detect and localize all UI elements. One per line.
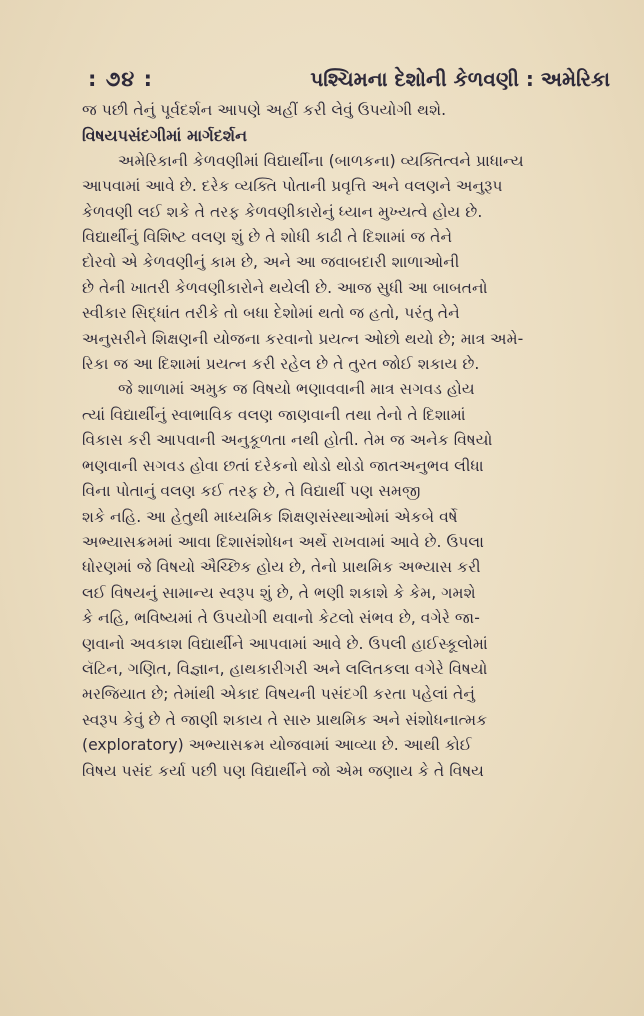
text-line: સ્વરૂપ કેવું છે તે જાણી શકાય તે સારુ પ્રાથમિક અને સંશોધનાત્મક xyxy=(82,710,488,729)
text-line: ધોરણમાં જે વિષયો ઐચ્છિક હોય છે, તેનો પ્રાથમિક અભ્યાસ કરી xyxy=(82,558,481,577)
text-line: અનુસરીને શિક્ષણની યોજના કરવાનો પ્રયત્ન ઓછો થયો છે; માત્ર અમે- xyxy=(82,329,524,348)
text-line: (exploratory) અભ્યાસક્રમ યોજવામાં આવ્યા છે. આથી કોઈ xyxy=(82,736,472,755)
page-header xyxy=(88,62,610,96)
text-line: રિકા જ આ દિશામાં પ્રયત્ન કરી રહેલ છે તે તુરત જોઈ શકાય છે. xyxy=(82,355,480,374)
text-line: અમેરિકાની કેળવણીમાં વિદ્યાર્થીના (બાળકના) વ્યક્તિત્વને પ્રાધાન્ય xyxy=(118,151,524,170)
text-line: વિકાસ કરી આપવાની અનુકૂળતા નથી હોતી. તેમ જ અનેક વિષયો xyxy=(82,431,493,450)
text-line: આપવામાં આવે છે. દરેક વ્યક્તિ પોતાની પ્રવૃત્તિ અને વલણને અનુરૂપ xyxy=(82,177,503,196)
text-line: અભ્યાસક્રમમાં આવા દિશાસંશોધન અર્થે રાખવામાં આવે છે. ઉપલા xyxy=(82,532,484,551)
text-line: મરજિયાત છે; તેમાંથી એકાદ વિષયની પસંદગી કરતા પહેલાં તેનું xyxy=(82,685,475,704)
text-line: વિષય પસંદ કર્યા પછી પણ વિદ્યાર્થીને જો એમ જણાય કે તે વિષય xyxy=(82,761,484,780)
text-line: વિદ્યાર્થીનું વિશિષ્ટ વલણ શું છે તે શોધી કાઢી તે દિશામાં જ તેને xyxy=(82,228,453,247)
paragraph-2 xyxy=(82,377,612,784)
text-line: જે શાળામાં અમુક જ વિષયો ભણાવવાની માત્ર સગવડ હોય xyxy=(118,380,475,399)
text-line: છે તેની ખાતરી કેળવણીકારોને થયેલી છે. આજ સુધી આ બાબતનો xyxy=(82,278,488,297)
lead-line: જ પછી તેનું પૂર્વદર્શન આપણે અહીં કરી લેવું ઉપયોગી થશે. xyxy=(82,101,447,119)
page-number: : ૭૪ : xyxy=(88,66,154,91)
running-title: પશ્ચિમના દેશોની કેળવણી : અમેરિકા xyxy=(310,67,610,91)
text-line: દોરવો એ કેળવણીનું કામ છે, અને આ જવાબદારી શાળાઓની xyxy=(82,253,460,272)
paragraph-1 xyxy=(82,149,612,378)
text-line: ણવાનો અવકાશ વિદ્યાર્થીને આપવામાં આવે છે. ઉપલી હાઈસ્કૂલોમાં xyxy=(82,634,488,653)
text-line: લઈ વિષયનું સામાન્ય સ્વરૂપ શું છે, તે ભણી શકાશે કે કેમ, ગમશે xyxy=(82,583,476,602)
text-line: કેળવણી લઈ શકે તે તરફ કેળવણીકારોનું ધ્યાન મુખ્યત્વે હોય છે. xyxy=(82,202,483,221)
text-line: શકે નહિ. આ હેતુથી માધ્યમિક શિક્ષણસંસ્થાઓમાં એકબે વર્ષે xyxy=(82,507,458,526)
text-line: સ્વીકાર સિદ્ધાંત તરીકે તો બધા દેશોમાં થતો જ હતો, પરંતુ તેને xyxy=(82,304,460,323)
text-line: ત્યાં વિદ્યાર્થીનું સ્વાભાવિક વલણ જાણવાની તથા તેનો તે દિશામાં xyxy=(82,405,466,424)
section-heading: વિષયપસંદગીમાં માર્ગદર્શન xyxy=(82,126,248,146)
text-line: ભણવાની સગવડ હોવા છતાં દરેકનો થોડો થોડો જાતઅનુભવ લીધા xyxy=(82,456,484,475)
text-line: કે નહિ, ભવિષ્યમાં તે ઉપયોગી થવાનો કેટલો સંભવ છે, વગેરે જા- xyxy=(82,609,480,628)
body-text xyxy=(82,98,612,784)
text-line: વિના પોતાનું વલણ કઈ તરફ છે, તે વિદ્યાર્થી પણ સમજી xyxy=(82,482,421,501)
text-line: લૅટિન, ગણિત, વિજ્ઞાન, હાથકારીગરી અને લલિતકલા વગેરે વિષયો xyxy=(82,659,488,678)
